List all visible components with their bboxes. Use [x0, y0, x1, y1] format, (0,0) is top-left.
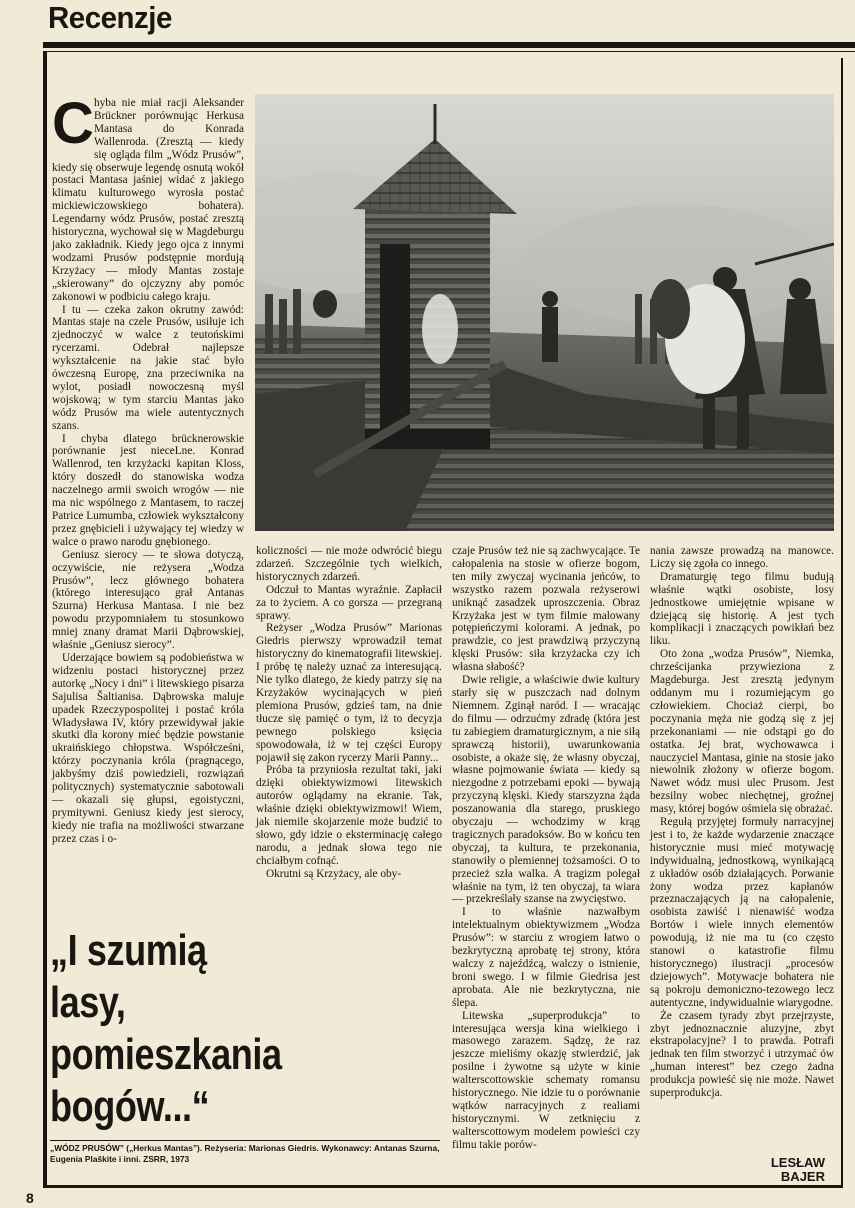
- paragraph: I to właśnie nazwałbym intelektualnym obiektywizmem „Wodza Prusów”: w starciu z wrogiem łatwo o bezkrytyczną aprobatę tej strony, która walczy z najeźdźcą, walczy o istnienie, broni swego. I w filmie Giedrisa jest aprobata. Ale nie bezkrytyczna, nie ślepa.: [452, 906, 640, 1009]
- section-title: Recenzje: [48, 0, 172, 35]
- article-column-2: [256, 545, 442, 881]
- header-rule-thin: [43, 51, 855, 52]
- film-credits: „WÓDZ PRUSÓW” („Herkus Mantas”). Reżyseria: Marionas Giedris. Wykonawcy: Antanas Szurna, Eugenia Plaškite i inni. ZSRR, 1973: [50, 1143, 440, 1164]
- paragraph: Dramaturgię tego filmu budują właśnie wątki osobiste, losy jednostkowe umiejętnie wpisane w dziejącą się historię. A jest tych komplikacji i znaczących powikłań bez liku.: [650, 570, 834, 648]
- paragraph: Oto żona „wodza Prusów”, Niemka, chrześcijanka przywieziona z Magdeburga. Jest zresztą jedynym oddanym mu i rozumiejącym go człowiekiem. Chociaż cierpi, bo poczynania męża nie godzą się z jej przekonaniami — nie odstąpi go do ostatka. Jej brat, wychowawca i nauczyciel Mantasa, ginie na stosie jako niewolnik złożony w ofierze bogom. Nawet wódz musi ulec Prusom. Jest bezsilny wobec niechętnej, groźnej masy, której bogów ośmiela się obrażać.: [650, 648, 834, 816]
- paragraph: Geniusz sierocy — te słowa dotyczą, oczywiście, nie reżysera „Wodza Prusów”, lecz głównego bohatera (którego interesująco grał Antanas Szurna) Herkusa Mantasa. I nie bez powodu przypomniałem tu stosunkowo mniej znany dramat Marii Dąbrowskiej, właśnie „Geniusz sierocy”.: [52, 548, 244, 652]
- article-column-3: [452, 545, 640, 1152]
- paragraph: I chyba dlatego brücknerowskie porównanie jest nieceLne. Konrad Wallenrod, ten krzyżacki kapitan Kloss, który doszedł do stanowiska wodza naczelnego armii swoich wrogów — nie ma nic wspólnego z Mantasem, to raczej Patrice Lumumba, człowiek wykształcony przez gnębicieli i używający tej wiedzy w walce o prawo narodu gnębionego.: [52, 432, 244, 548]
- author-byline: LESŁAW BAJER: [770, 1155, 825, 1184]
- page-number: 8: [26, 1190, 34, 1206]
- paragraph: Reżyser „Wodza Prusów” Marionas Giedris pierwszy wprowadził temat historyczny do kinematografii litewskiej. I próbę tę należy uznać za interesującą. Nie tylko dlatego, że kiedy patrzy się na Krzyżaków wycinających w pień plemiona Prusów, gdzieś tam, na dnie tłucze się pamięć o tym, iż to decyzja pewnego polskiego księcia spowodowała, iż w tej części Europy pojawił się zakon rycerzy Marii Panny...: [256, 622, 442, 764]
- paragraph: Odczuł to Mantas wyraźnie. Zapłacił za to życiem. A co gorsza — przegraną sprawy.: [256, 583, 442, 622]
- paragraph: Okrutni są Krzyżacy, ale oby-: [266, 867, 402, 880]
- header-rule: [43, 42, 855, 48]
- article-headline: „I szumią lasy, pomieszkania bogów...“: [50, 926, 282, 1131]
- paragraph: hyba nie miał racji Aleksander Brückner porównując Herkusa Mantasa do Konrada Wallenroda. (Zresztą — kiedy się ogląda film „Wódz Prusów”, kiedy się obserwuje legendę osnutą wokół postaci Mantasa jaśniej widać z jakiego klimatu kulturowego wyrosła postać mickiewiczowskiego bohatera). Legendarny wódz Prusów, postać zresztą historyczna, wychował się w Magdeburgu jako zakładnik. Kiedy jego ojca z innymi wodzami Prusów podstępnie mordują Krzyżacy — młody Mantas zostaje „skierowany” do ojczyzny aby pomóc zakonowi w podbiciu całego kraju.: [52, 97, 244, 303]
- film-still-photo: [255, 94, 834, 531]
- paragraph: koliczności — nie może odwrócić biegu zdarzeń. Szczególnie tych wielkich, historycznych zdarzeń.: [256, 545, 442, 583]
- paragraph: Litewska „superprodukcja” to interesująca wersja kina wielkiego i masowego zarazem. Sądzę, że raz jeszcze mieliśmy okazję stwierdzić, jak posilne i żywotne są użyte w kinie walterscottowskie schematy romansu historycznego. Nie idzie tu o porównanie wątków narracyjnych z realiami historycznymi. W zetknięciu z walterscottowym modelem powieści czy filmu takie porów-: [452, 1009, 640, 1151]
- right-border: [841, 58, 843, 1188]
- paragraph: I tu — czeka zakon okrutny zawód: Mantas staje na czele Prusów, usiłuje ich zjednoczyć w walce z teutońskimi rycerzami. Odebrał najlepsze wykształcenie na jakie stać było ówczesną Europę, zna przeciwnika na wylot, posiadł nowoczesną myśl wojskową; w tym starciu Mantas jako wódz Prusów ma wiele autentycznych szans.: [52, 303, 244, 432]
- paragraph: Próba ta przyniosła rezultat taki, jaki dzięki obiektywizmowi litewskich autorów oglądamy na ekranie. Tak, właśnie dzięki obiektywizmowi! Wiem, jak niemile skojarzenie może budzić to słowo, gdy idzie o eksterminację całego narodu, a jednak słowa tego nie chciałbym cofnąć.: [256, 764, 442, 867]
- paragraph: Regułą przyjętej formuły narracyjnej jest i to, że każde wydarzenie znaczące historycznie musi mieć motywację indywidualną, jednostkową, wynikającą z układów osób działających. Porwanie żony wodza przez kapłanów przeznaczających ją na całopalenie, osobista zawiść i nienawiść wodza Bortów i wiele innych elementów powodują, iż nie ma tu (co często stanowi o katastrofie filmu historycznego) ilustracji „procesów dziejowych”. Motywacje bohatera nie są pokroju demoniczno-tezowego lecz autentyczne, indywidualnie wiarygodne.: [650, 816, 834, 1009]
- paragraph: Że czasem tyrady zbyt przejrzyste, zbyt jednoznacznie aluzyjne, zbyt ekstrapolacyjne? I to prawda. Potrafi jednak ten film stworzyć i utrzymać ów „human interest” bez czego żadna produkcja powieść się nie może. Nawet superprodukcja.: [650, 1009, 834, 1100]
- paragraph: Uderzające bowiem są podobieństwa w widzeniu postaci historycznej przez autorkę „Nocy i dni” i litewskiego pisarza Sajulisa Šaltianisa. Dąbrowska maluje upadek Rzeczypospolitej i postać króla Władysława IV, który przewidywał jakie skutki dla korony mieć będzie powstanie ukraińskiego chłopstwa. Współcześni, którzy poczynania króla (pragnącego, jakbyśmy dziś powiedzieli, rozwiązań politycznych) systematycznie sabotowali — okazali się głupsi, egoistyczni, prymitywni. Geniusz kiedy jest sierocy, kiedy nie trafia na możliwości stwarzane przez czas i o-: [52, 651, 244, 845]
- drop-cap: C: [52, 91, 94, 156]
- left-border: [43, 52, 47, 1187]
- paragraph: czaje Prusów też nie są zachwycające. Te całopalenia na stosie w ofierze bogom, ten miły zwyczaj wycinania jeńców, to wszystko razem pozwala reżyserowi uniknąć zasadzek uproszczenia. Obraz Krzyżaka jest w tym filmie malowany potępieńczymi kolorami. A jednak, po prawdzie, co jest prawdziwą przyczyną klęski Prusów: siła krzyżacka czy ich własna słabość?: [452, 545, 640, 674]
- article-column-1: [52, 91, 244, 846]
- article-column-4: [650, 545, 834, 1100]
- paragraph: Dwie religie, a właściwie dwie kultury starły się w puszczach nad dolnym Niemnem. Zginął naród. I — wracając do filmu — odrzućmy zdradę (która jest tu zabiegiem dramaturgicznym, a nie siłą sprawczą historii), uwarunkowania osobiste, a okaże się, że własny obyczaj, własne pojmowanie świata — kiedy są niezgodne z potrzebami epoki — bywają przyczyną klęski. Kiedy starszyzna żąda poszanowania dla starego, pruskiego obyczaju — wchodzimy w krąg tragicznych paradoksów. Bo w końcu ten obyczaj, ta kultura, te przekonania, stanowiły o plemiennej tożsamości. O to przecież szła walka. A tragizm polegał właśnie na tym, iż ten obyczaj, ta wiara — przekreślały szanse na zwycięstwo.: [452, 674, 640, 906]
- bottom-border: [43, 1185, 843, 1188]
- credits-rule: [50, 1140, 440, 1141]
- paragraph: nania zawsze prowadzą na manowce. Liczy się zgoła co innego.: [650, 545, 834, 570]
